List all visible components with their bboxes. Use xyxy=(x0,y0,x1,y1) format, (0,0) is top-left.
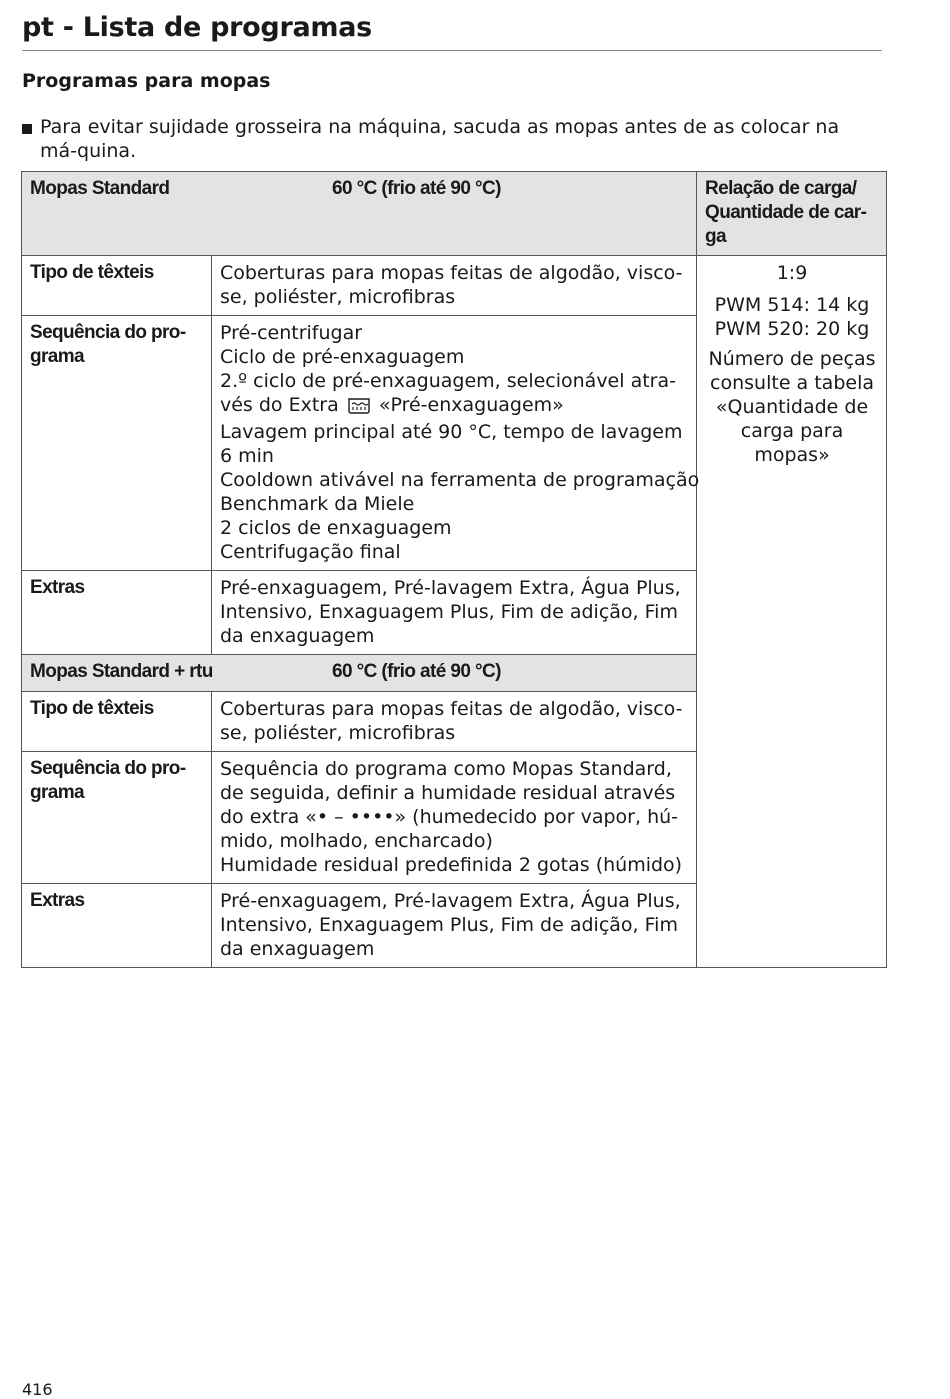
textile-line: se, poliéster, microfibras xyxy=(220,722,456,744)
extras-line: Intensivo, Enxaguagem Plus, Fim de adição, Fim xyxy=(220,601,678,623)
program-temperature: 60 °C (frio até 90 °C) xyxy=(332,178,501,199)
sequence-value xyxy=(212,752,697,884)
instruction-bullet xyxy=(22,115,872,163)
sequence-label-line: grama xyxy=(30,346,85,367)
load-note-line: carga para xyxy=(740,420,844,442)
section-heading: Programas para mopas xyxy=(22,70,271,92)
sequence-label xyxy=(22,752,212,884)
program-name: Mopas Standard xyxy=(30,178,170,199)
sequence-line: mido, molhado, encharcado) xyxy=(220,830,493,852)
pre-rinse-tub-icon xyxy=(347,396,371,420)
sequence-line: Benchmark da Miele xyxy=(220,493,415,515)
extras-value xyxy=(212,884,697,968)
textile-line: Coberturas para mopas feitas de algodão, visco- xyxy=(220,262,683,284)
textile-value xyxy=(212,692,697,752)
extras-line: Pré-enxaguagem, Pré-lavagem Extra, Água Plus, xyxy=(220,890,681,912)
load-note-line: consulte a tabela xyxy=(710,372,874,394)
textile-line: se, poliéster, microfibras xyxy=(220,286,456,308)
sequence-line: 2 ciclos de enxaguagem xyxy=(220,517,452,539)
load-header-line: Relação de carga/ xyxy=(705,178,857,199)
extras-line: Pré-enxaguagem, Pré-lavagem Extra, Água Plus, xyxy=(220,577,681,599)
page-number: 416 xyxy=(22,1380,53,1399)
load-header-line: Quantidade de car- xyxy=(705,202,867,223)
load-pwm514: PWM 514: 14 kg xyxy=(714,294,870,316)
program-header-mopas-standard xyxy=(22,172,697,256)
sequence-line: Humidade residual predefinida 2 gotas (húmido) xyxy=(220,854,683,876)
load-pwm520: PWM 520: 20 kg xyxy=(714,318,870,340)
program-header-row xyxy=(22,172,887,256)
textile-label: Tipo de têxteis xyxy=(22,256,212,316)
bullet-square-icon xyxy=(22,124,32,134)
program-header-mopas-standard-rtu xyxy=(22,655,697,692)
program-temperature: 60 °C (frio até 90 °C) xyxy=(332,661,501,682)
sequence-line: Centrifugação final xyxy=(220,541,401,563)
sequence-line: Sequência do programa como Mopas Standard, xyxy=(220,758,672,780)
textile-line: Coberturas para mopas feitas de algodão, visco- xyxy=(220,698,683,720)
extras-value xyxy=(212,571,697,655)
extras-label: Extras xyxy=(22,884,212,968)
sequence-icon-suffix: «Pré-enxaguagem» xyxy=(378,394,564,416)
sequence-line: Lavagem principal até 90 °C, tempo de lavagem xyxy=(220,421,683,443)
sequence-line: Ciclo de pré-enxaguagem xyxy=(220,346,465,368)
textile-value xyxy=(212,256,697,316)
textile-label: Tipo de têxteis xyxy=(22,692,212,752)
sequence-line: 2.º ciclo de pré-enxaguagem, selecionável atra- xyxy=(220,370,676,392)
extras-line: Intensivo, Enxaguagem Plus, Fim de adição, Fim xyxy=(220,914,678,936)
instruction-text: Para evitar sujidade grosseira na máquina, sacuda as mopas antes de as colocar na má-quina. xyxy=(40,116,840,162)
sequence-label-line: Sequência do pro- xyxy=(30,322,186,343)
load-ratio: 1:9 xyxy=(776,262,808,284)
sequence-label-line: Sequência do pro- xyxy=(30,758,186,779)
sequence-line: Pré-centrifugar xyxy=(220,322,363,344)
sequence-line: de seguida, definir a humidade residual através xyxy=(220,782,676,804)
sequence-label xyxy=(22,316,212,571)
extras-line: da enxaguagem xyxy=(220,625,375,647)
load-header xyxy=(697,172,887,256)
sequence-line xyxy=(220,393,689,420)
sequence-icon-prefix: vés do Extra xyxy=(220,394,339,416)
sequence-line: 6 min xyxy=(220,445,274,467)
textile-row xyxy=(22,256,887,316)
sequence-line: do extra «• – ••••» (humedecido por vapor, hú- xyxy=(220,806,679,828)
load-note-line: Número de peças xyxy=(708,348,876,370)
load-header-line: ga xyxy=(705,226,726,247)
load-note-line: mopas» xyxy=(754,444,830,466)
extras-label: Extras xyxy=(22,571,212,655)
sequence-value xyxy=(212,316,700,571)
extras-line: da enxaguagem xyxy=(220,938,375,960)
page-header: pt - Lista de programas xyxy=(22,12,882,51)
load-note-line: «Quantidade de xyxy=(715,396,869,418)
program-table xyxy=(21,171,887,968)
load-info-cell xyxy=(697,256,887,968)
sequence-line: Cooldown ativável na ferramenta de programação xyxy=(220,469,700,491)
load-note xyxy=(705,347,879,467)
sequence-label-line: grama xyxy=(30,782,85,803)
program-name: Mopas Standard + rtu xyxy=(30,661,213,682)
